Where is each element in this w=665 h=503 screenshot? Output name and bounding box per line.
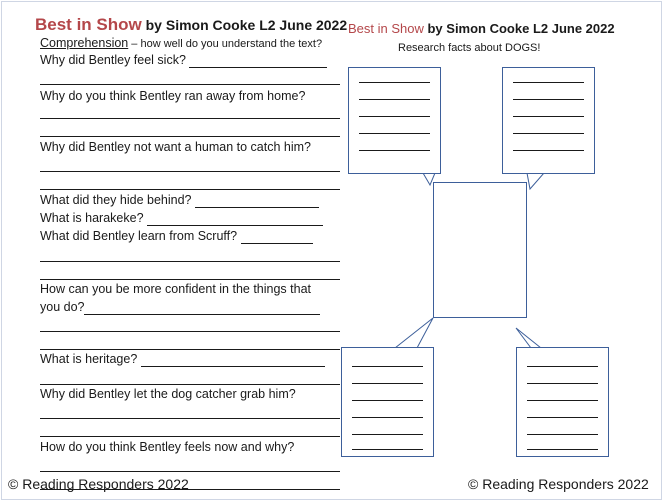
fact-box-bottom-right[interactable] bbox=[516, 347, 609, 457]
answer-line[interactable] bbox=[359, 82, 430, 83]
left-copyright: © Reading Responders 2022 bbox=[8, 476, 189, 492]
research-subtitle: Research facts about DOGS! bbox=[398, 42, 541, 54]
left-title-author: by Simon Cooke L2 June 2022 bbox=[141, 17, 348, 33]
fact-box-top-right[interactable] bbox=[502, 67, 595, 174]
question-1-text: Why did Bentley feel sick? bbox=[40, 53, 186, 67]
right-title-book: Best in Show bbox=[348, 21, 424, 36]
question-6-text: What did Bentley learn from Scruff? bbox=[40, 229, 238, 243]
answer-line[interactable] bbox=[359, 133, 430, 134]
answer-line[interactable] bbox=[352, 434, 423, 435]
answer-line[interactable] bbox=[359, 150, 430, 151]
answer-line[interactable] bbox=[359, 116, 430, 117]
answer-line[interactable] bbox=[527, 400, 598, 401]
answer-line[interactable] bbox=[513, 82, 584, 83]
comprehension-instruction: – how well do you understand the text? bbox=[128, 38, 323, 50]
answer-line[interactable] bbox=[527, 434, 598, 435]
fact-box-bottom-left[interactable] bbox=[341, 347, 434, 457]
question-2: Why do you think Bentley ran away from home? bbox=[40, 89, 306, 103]
right-copyright: © Reading Responders 2022 bbox=[468, 476, 649, 492]
answer-line[interactable] bbox=[513, 116, 584, 117]
answer-line[interactable] bbox=[359, 99, 430, 100]
center-picture-box[interactable] bbox=[433, 182, 527, 318]
question-8-text: What is heritage? bbox=[40, 352, 138, 366]
question-4-text: What did they hide behind? bbox=[40, 193, 192, 207]
answer-line[interactable] bbox=[352, 400, 423, 401]
answer-line[interactable] bbox=[527, 449, 598, 450]
answer-line[interactable] bbox=[513, 99, 584, 100]
question-10: How do you think Bentley feels now and why? bbox=[40, 440, 295, 454]
callout-tail bbox=[516, 328, 541, 348]
question-3: Why did Bentley not want a human to catch him? bbox=[40, 140, 311, 154]
answer-line[interactable] bbox=[527, 383, 598, 384]
answer-line[interactable] bbox=[527, 417, 598, 418]
left-title-book: Best in Show bbox=[35, 15, 142, 34]
answer-line[interactable] bbox=[352, 417, 423, 418]
answer-line[interactable] bbox=[527, 366, 598, 367]
fact-box-top-left[interactable] bbox=[348, 67, 441, 174]
answer-line[interactable] bbox=[352, 366, 423, 367]
answer-line[interactable] bbox=[513, 133, 584, 134]
callout-tail bbox=[527, 173, 544, 189]
question-7-text: you do? bbox=[40, 300, 85, 314]
comprehension-label: Comprehension bbox=[40, 36, 129, 50]
answer-line[interactable] bbox=[513, 150, 584, 151]
callout-tail bbox=[395, 318, 433, 348]
answer-line[interactable] bbox=[352, 383, 423, 384]
question-5-text: What is harakeke? bbox=[40, 211, 144, 225]
answer-line[interactable] bbox=[352, 449, 423, 450]
question-9: Why did Bentley let the dog catcher grab him? bbox=[40, 387, 296, 401]
right-title-author: by Simon Cooke L2 June 2022 bbox=[423, 21, 615, 36]
question-7-line-1: How can you be more confident in the things that bbox=[40, 282, 311, 296]
